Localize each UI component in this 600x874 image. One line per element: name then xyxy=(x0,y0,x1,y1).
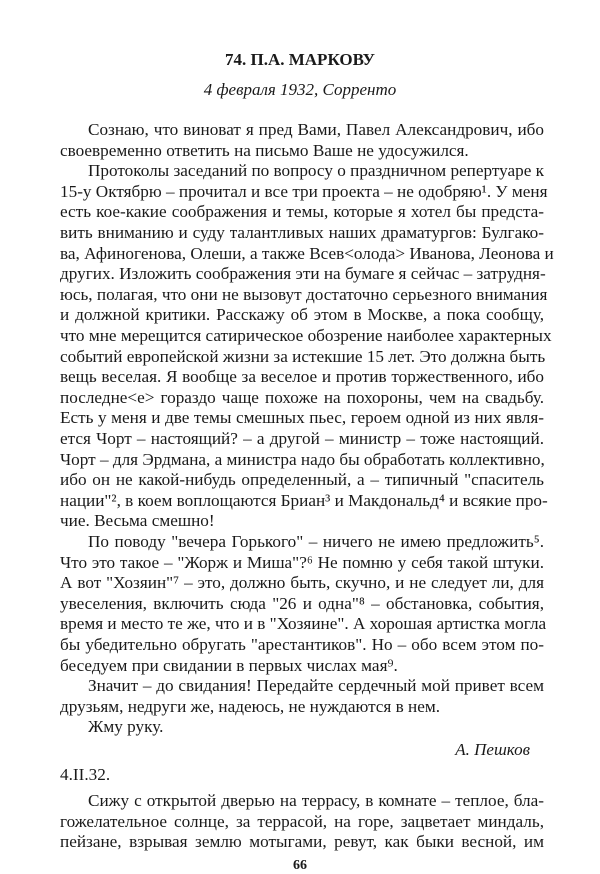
body-line: 15-у Октябрю – прочитал и все три проекта – не одобряю¹. У меня xyxy=(60,181,548,201)
body-line: что мне мерещится сатирическое обозрение наиболее характерных xyxy=(60,326,552,345)
signature: А. Пешков xyxy=(455,740,530,759)
body-line: вить вниманию и суду талантливых наших драматургов: Булгако- xyxy=(60,223,544,242)
body-line: Сознаю, что виноват я пред Вами, Павел Александрович, ибо xyxy=(88,120,544,139)
body-line: нации"², в коем воплощаются Бриан³ и Макдональд⁴ и всякие про- xyxy=(60,490,548,510)
body-line: своевременно ответить на письмо Ваше не удосужился. xyxy=(60,140,469,160)
page-number: 66 xyxy=(293,857,307,873)
body-line: друзьям, недруги же, надеюсь, не нуждаются в нем. xyxy=(60,696,441,716)
body-line: юсь, полагая, что они не вызовут достаточно серьезного внимания xyxy=(60,284,548,304)
body-line: А вот "Хозяин"⁷ – это, должно быть, скучно, и не следует ли, для xyxy=(60,573,544,593)
body-line: ется Чорт – настоящий? – а другой – министр – тоже настоящий. xyxy=(60,429,544,448)
body-line: ибо он не какой-нибудь определенный, а – типичный "спаситель xyxy=(60,470,544,490)
postscript-line: пейзане, взрывая землю мотыгами, ревут, как быки весной, им xyxy=(60,832,544,852)
body-line: последне<е> гораздо чаще похоже на похороны, чем на свадьбу. xyxy=(60,387,544,407)
body-line: есть кое-какие соображения и темы, которые я хотел бы предста- xyxy=(60,202,544,222)
body-line: событий европейской жизни за истекшие 15 лет. Это должна быть xyxy=(60,346,546,366)
body-line: беседуем при свидании в первых числах мая⁹. xyxy=(60,655,398,675)
body-line: и должной критики. Расскажу об этом в Москве, а пока сообщу, xyxy=(60,305,544,325)
body-line: Значит – до свидания! Передайте сердечный мой привет всем xyxy=(88,676,544,696)
body-line: ва, Афиногенова, Олеши, а также Всев<олода> Иванова, Леонова и xyxy=(60,243,554,263)
body-line: Чорт – для Эрдмана, а министра надо бы обработать коллективно, xyxy=(60,449,545,469)
body-line: увеселения, включить сюда "26 и одна"⁸ – обстановка, события, xyxy=(60,593,544,613)
body-line: Жму руку. xyxy=(88,717,164,737)
postscript-date: 4.II.32. xyxy=(60,765,111,784)
letter-dateline: 4 февраля 1932, Сорренто xyxy=(203,80,397,99)
body-line: чие. Весьма смешно! xyxy=(60,511,215,531)
letter-title: 74. П.А. МАРКОВУ xyxy=(224,50,376,69)
body-line: бы убедительно обругать "арестантиков". Но – обо всем этом по- xyxy=(60,635,544,654)
body-line: вещь веселая. Я вообще за веселое и против торжественного, ибо xyxy=(60,367,544,387)
body-line: время и место те же, что и в "Хозяине". А хорошая артистка могла xyxy=(60,614,547,634)
body-line: По поводу "вечера Горького" – ничего не имею предложить⁵. xyxy=(88,532,544,551)
body-line: Протоколы заседаний по вопросу о праздничном репертуаре к xyxy=(88,161,545,181)
postscript-line: гожелательное солнце, за террасой, на горе, зацветает миндаль, xyxy=(60,811,544,831)
body-line: Что это такое – "Жорж и Миша"?⁶ Не помню у себя такой штуки. xyxy=(60,552,544,572)
body-line: других. Изложить соображения эти на бумаге я сейчас – затрудня- xyxy=(60,264,546,284)
postscript-line: Сижу с открытой дверью на террасу, в комнате – теплое, бла- xyxy=(88,791,544,810)
body-line: Есть у меня и две темы смешных пьес, героем одной из них явля- xyxy=(60,408,544,428)
